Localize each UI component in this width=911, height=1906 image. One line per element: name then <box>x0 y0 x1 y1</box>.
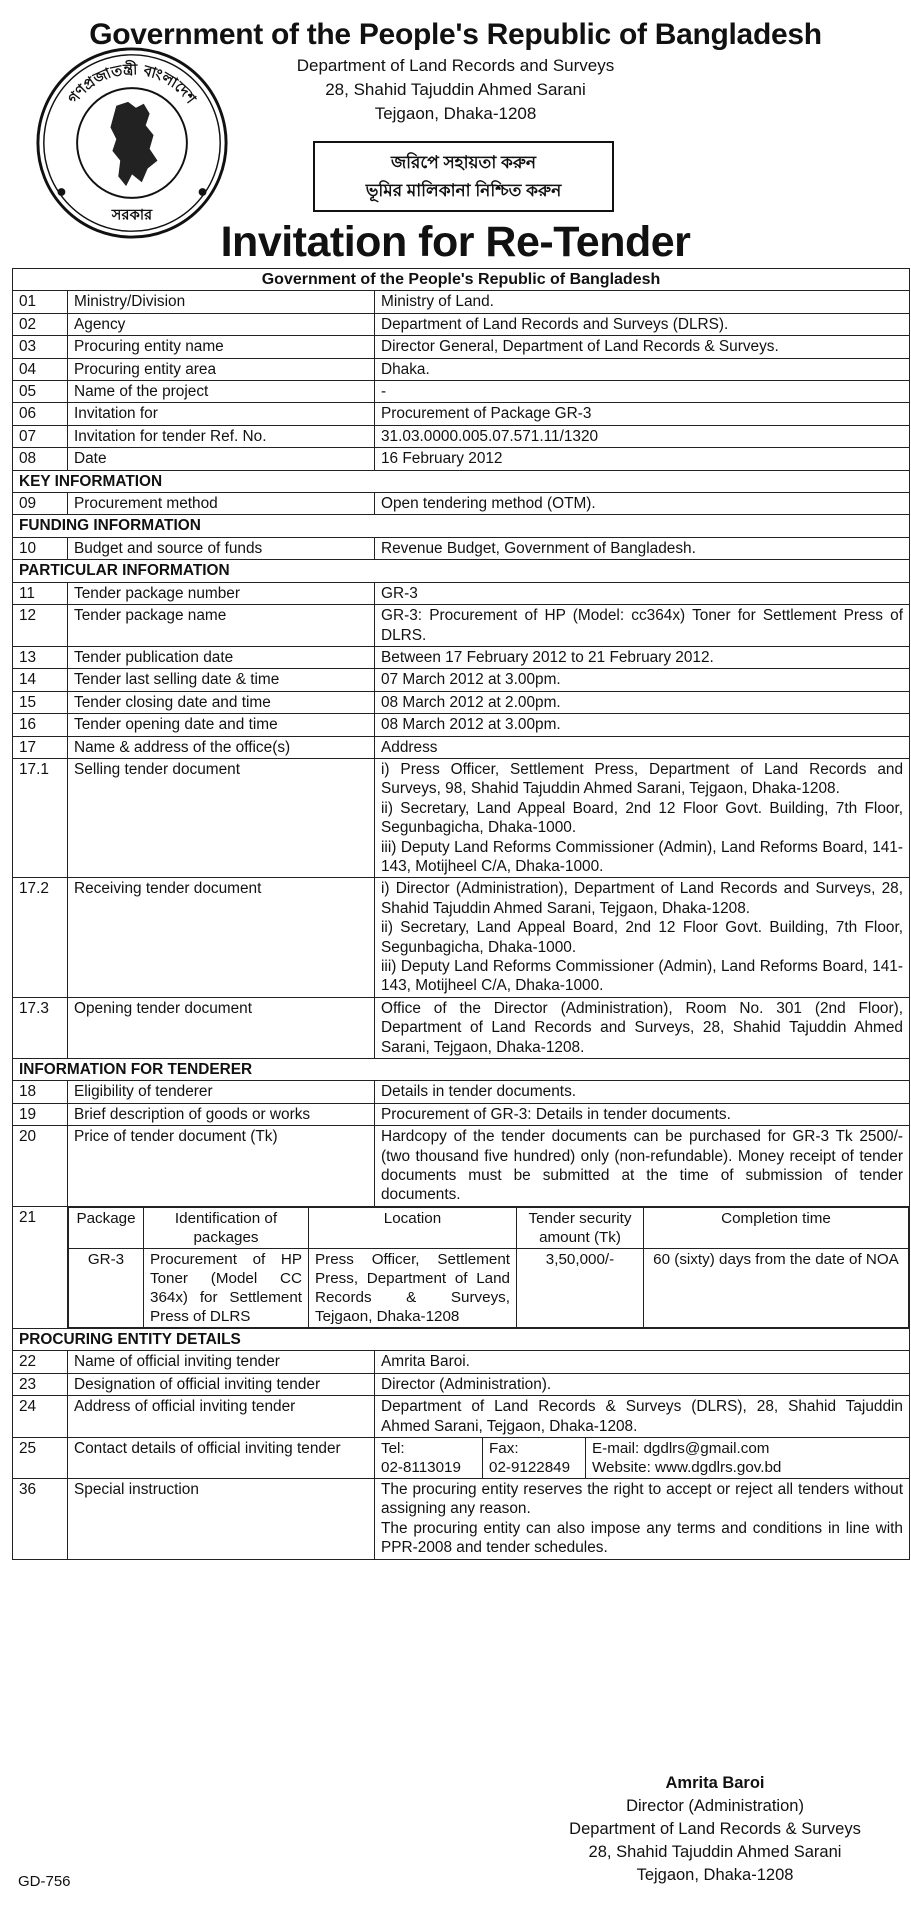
web-cell <box>586 1438 910 1478</box>
row-label: Tender closing date and time <box>68 691 375 713</box>
address-line: iii) Deputy Land Reforms Commissioner (Admin), Land Reforms Board, 141-143, Motijheel C/A, Dhaka-1000. <box>381 958 903 995</box>
row-value: Hardcopy of the tender documents can be purchased for GR-3 Tk 2500/- (two thousand five hundred) only (non-refundable). Money receipt of tender documents must be submitted at the time of submission of tender documents. <box>375 1126 910 1207</box>
row-number: 17.1 <box>13 758 68 877</box>
row-label: Invitation for <box>68 403 375 425</box>
section-heading-row <box>13 515 910 537</box>
address-line: ii) Secretary, Land Appeal Board, 2nd 12 Floor Govt. Building, 7th Floor, Segunbagicha, Dhaka-1000. <box>381 799 903 837</box>
row-label: Eligibility of tenderer <box>68 1081 375 1103</box>
row-label: Budget and source of funds <box>68 537 375 559</box>
row-number: 08 <box>13 448 68 470</box>
table-row <box>13 1081 910 1103</box>
table-row <box>13 691 910 713</box>
row-label: Contact details of official inviting tender <box>68 1437 375 1478</box>
table-row <box>13 1103 910 1125</box>
row-value: - <box>375 381 910 403</box>
row-label: Ministry/Division <box>68 291 375 313</box>
row-label: Procuring entity name <box>68 336 375 358</box>
row-number: 15 <box>13 691 68 713</box>
row-number: 12 <box>13 605 68 647</box>
main-title: Invitation for Re-Tender <box>220 218 691 266</box>
table-row <box>13 714 910 736</box>
tel-value: 02-8113019 <box>381 1458 461 1476</box>
row-label: Name & address of the office(s) <box>68 736 375 758</box>
table-row <box>13 1351 910 1373</box>
section-heading-row <box>13 560 910 582</box>
address-line: The procuring entity can also impose any terms and conditions in line with PPR-2008 and tender schedules. <box>381 1519 903 1557</box>
table-row <box>13 605 910 647</box>
table-row <box>13 358 910 380</box>
tel-label: Tel: <box>381 1439 405 1457</box>
table-row <box>13 758 910 877</box>
address-line: i) Director (Administration), Department of Land Records and Surveys, 28, Shahid Tajuddin Ahmed Sarani, Tejgaon, Dhaka-1208. <box>381 880 903 917</box>
row-value: Department of Land Records & Surveys (DLRS), 28, Shahid Tajuddin Ahmed Sarani, Tejgaon, Dhaka-1208. <box>375 1396 910 1438</box>
row-value: 16 February 2012 <box>375 448 910 470</box>
row-number: 19 <box>13 1103 68 1125</box>
section-heading-row <box>13 1328 910 1350</box>
row-number: 14 <box>13 669 68 691</box>
row-number: 17.2 <box>13 878 68 997</box>
table-row <box>13 425 910 447</box>
row-value: Director (Administration). <box>375 1373 910 1395</box>
footer-code: GD-756 <box>18 1873 71 1890</box>
row-value <box>375 1478 910 1559</box>
row-number: 07 <box>13 425 68 447</box>
row-number: 05 <box>13 381 68 403</box>
address-line: iii) Deputy Land Reforms Commissioner (Admin), Land Reforms Board, 141-143, Motijheel C/A, Dhaka-1000. <box>381 838 903 875</box>
address-line: The procuring entity reserves the right to accept or reject all tenders without assigning any reason. <box>381 1480 903 1518</box>
row-label: Selling tender document <box>68 758 375 877</box>
svg-text:গণপ্রজাতন্ত্রী বাংলাদেশ: গণপ্রজাতন্ত্রী বাংলাদেশ <box>64 61 200 107</box>
slogan-line: ভূমির মালিকানা নিশ্চিত করুন <box>365 180 562 200</box>
row-number: 20 <box>13 1126 68 1207</box>
table-row <box>13 381 910 403</box>
row-number: 10 <box>13 537 68 559</box>
row-value: 31.03.0000.005.07.571.11/1320 <box>375 425 910 447</box>
row-value: GR-3 <box>375 582 910 604</box>
row-label: Receiving tender document <box>68 878 375 997</box>
table-row <box>13 997 910 1058</box>
signatory-name: Amrita Baroi <box>665 1774 765 1792</box>
row-number: 25 <box>13 1437 68 1478</box>
tender-table <box>12 268 910 1560</box>
row-label: Opening tender document <box>68 997 375 1058</box>
row-value: Amrita Baroi. <box>375 1351 910 1373</box>
address-line: i) Press Officer, Settlement Press, Department of Land Records and Surveys, 98, Shahid Tajuddin Ahmed Sarani, Tejgaon, Dhaka-1208. <box>381 760 903 798</box>
table-row <box>13 669 910 691</box>
section-heading: KEY INFORMATION <box>13 470 910 492</box>
table-row <box>13 291 910 313</box>
row-value <box>375 878 910 997</box>
package-column-header: Identification of packages <box>144 1207 309 1248</box>
package-row <box>13 1206 910 1328</box>
row-number: 17.3 <box>13 997 68 1058</box>
section-heading: PROCURING ENTITY DETAILS <box>13 1328 910 1350</box>
row-value <box>375 758 910 877</box>
table-row <box>13 1373 910 1395</box>
signatory-department: Department of Land Records & Surveys <box>569 1820 861 1838</box>
slogan-box <box>313 141 614 212</box>
fax-label: Fax: <box>489 1439 519 1457</box>
slogan-line: জরিপে সহায়তা করুন <box>390 152 537 172</box>
contact-table <box>375 1438 909 1478</box>
row-label: Tender package number <box>68 582 375 604</box>
row-number: 01 <box>13 291 68 313</box>
row-number: 17 <box>13 736 68 758</box>
header-address-street: 28, Shahid Tajuddin Ahmed Sarani <box>325 80 586 99</box>
email-text: E-mail: dgdlrs@gmail.com <box>592 1439 770 1457</box>
row-number: 24 <box>13 1396 68 1438</box>
table-row <box>13 537 910 559</box>
contact-row <box>13 1437 910 1478</box>
table-row <box>13 493 910 515</box>
fax-cell <box>483 1438 586 1478</box>
section-heading-row <box>13 470 910 492</box>
row-label: Designation of official inviting tender <box>68 1373 375 1395</box>
row-number: 16 <box>13 714 68 736</box>
row-value: 07 March 2012 at 3.00pm. <box>375 669 910 691</box>
row-number: 36 <box>13 1478 68 1559</box>
row-value: Between 17 February 2012 to 21 February 2012. <box>375 646 910 668</box>
gov-heading-row <box>13 269 910 291</box>
package-header-row <box>69 1207 909 1248</box>
row-value: Open tendering method (OTM). <box>375 493 910 515</box>
package-column-header: Completion time <box>644 1207 909 1248</box>
signatory-street: 28, Shahid Tajuddin Ahmed Sarani <box>588 1843 842 1861</box>
row-label: Procurement method <box>68 493 375 515</box>
table-row <box>13 1396 910 1438</box>
svg-text:সরকার: সরকার <box>111 206 153 224</box>
row-value: Office of the Director (Administration), Room No. 301 (2nd Floor), Department of Land Records and Surveys, 28, Shahid Tajuddin Ahmed Sarani, Tejgaon, Dhaka-1208. <box>375 997 910 1058</box>
row-number: 02 <box>13 313 68 335</box>
row-label: Invitation for tender Ref. No. <box>68 425 375 447</box>
row-number: 22 <box>13 1351 68 1373</box>
table-row <box>13 582 910 604</box>
row-number: 06 <box>13 403 68 425</box>
package-cell: 3,50,000/- <box>517 1248 644 1327</box>
row-number: 21 <box>13 1206 68 1328</box>
row-number: 23 <box>13 1373 68 1395</box>
row-value: Procurement of Package GR-3 <box>375 403 910 425</box>
signatory-city: Tejgaon, Dhaka-1208 <box>636 1866 794 1884</box>
package-column-header: Location <box>309 1207 517 1248</box>
table-row <box>13 736 910 758</box>
package-cell: 60 (sixty) days from the date of NOA <box>644 1248 909 1327</box>
row-label: Name of official inviting tender <box>68 1351 375 1373</box>
row-label: Tender opening date and time <box>68 714 375 736</box>
row-number: 13 <box>13 646 68 668</box>
package-column-header: Package <box>69 1207 144 1248</box>
table-row <box>13 336 910 358</box>
row-number: 18 <box>13 1081 68 1103</box>
row-value: Director General, Department of Land Records & Surveys. <box>375 336 910 358</box>
address-line: ii) Secretary, Land Appeal Board, 2nd 12 Floor Govt. Building, 7th Floor, Segunbagicha, Dhaka-1000. <box>381 919 903 956</box>
header-department: Department of Land Records and Surveys <box>296 56 615 75</box>
row-value: Dhaka. <box>375 358 910 380</box>
row-number: 04 <box>13 358 68 380</box>
row-label: Brief description of goods or works <box>68 1103 375 1125</box>
row-value: Procurement of GR-3: Details in tender documents. <box>375 1103 910 1125</box>
row-value: Department of Land Records and Surveys (DLRS). <box>375 313 910 335</box>
row-label: Agency <box>68 313 375 335</box>
row-value: Ministry of Land. <box>375 291 910 313</box>
fax-value: 02-9122849 <box>489 1458 571 1476</box>
section-heading-row <box>13 1059 910 1081</box>
table-row <box>13 403 910 425</box>
row-label: Name of the project <box>68 381 375 403</box>
row-label: Price of tender document (Tk) <box>68 1126 375 1207</box>
package-column-header: Tender security amount (Tk) <box>517 1207 644 1248</box>
row-value: 08 March 2012 at 3.00pm. <box>375 714 910 736</box>
row-label: Tender last selling date & time <box>68 669 375 691</box>
row-value: Address <box>375 736 910 758</box>
gov-heading: Government of the People's Republic of Bangladesh <box>13 269 910 291</box>
table-row <box>13 878 910 997</box>
row-value: 08 March 2012 at 2.00pm. <box>375 691 910 713</box>
package-data-row <box>69 1248 909 1327</box>
section-heading: PARTICULAR INFORMATION <box>13 560 910 582</box>
header-title: Government of the People's Republic of Bangladesh <box>89 18 822 51</box>
package-cell: Procurement of HP Toner (Model CC 364x) for Settlement Press of DLRS <box>144 1248 309 1327</box>
row-number: 03 <box>13 336 68 358</box>
row-label: Special instruction <box>68 1478 375 1559</box>
row-number: 09 <box>13 493 68 515</box>
row-label: Date <box>68 448 375 470</box>
package-cell: Press Officer, Settlement Press, Department of Land Records & Surveys, Tejgaon, Dhaka-1208 <box>309 1248 517 1327</box>
package-cell: GR-3 <box>69 1248 144 1327</box>
row-label: Procuring entity area <box>68 358 375 380</box>
section-heading: INFORMATION FOR TENDERER <box>13 1059 910 1081</box>
row-value: Revenue Budget, Government of Bangladesh. <box>375 537 910 559</box>
header-address-city: Tejgaon, Dhaka-1208 <box>374 104 537 123</box>
row-value: Details in tender documents. <box>375 1081 910 1103</box>
row-label: Tender publication date <box>68 646 375 668</box>
row-number: 11 <box>13 582 68 604</box>
package-table-cell <box>68 1206 910 1328</box>
contact-details <box>375 1437 910 1478</box>
signatory-designation: Director (Administration) <box>626 1797 804 1815</box>
package-table <box>68 1207 909 1328</box>
section-heading: FUNDING INFORMATION <box>13 515 910 537</box>
table-row <box>13 1126 910 1207</box>
row-label: Address of official inviting tender <box>68 1396 375 1438</box>
table-row <box>13 313 910 335</box>
row-value: GR-3: Procurement of HP (Model: cc364x) Toner for Settlement Press of DLRS. <box>375 605 910 647</box>
website-text: Website: www.dgdlrs.gov.bd <box>592 1458 782 1476</box>
row-label: Tender package name <box>68 605 375 647</box>
table-row <box>13 448 910 470</box>
tel-cell <box>375 1438 483 1478</box>
table-row <box>13 1478 910 1559</box>
table-row <box>13 646 910 668</box>
